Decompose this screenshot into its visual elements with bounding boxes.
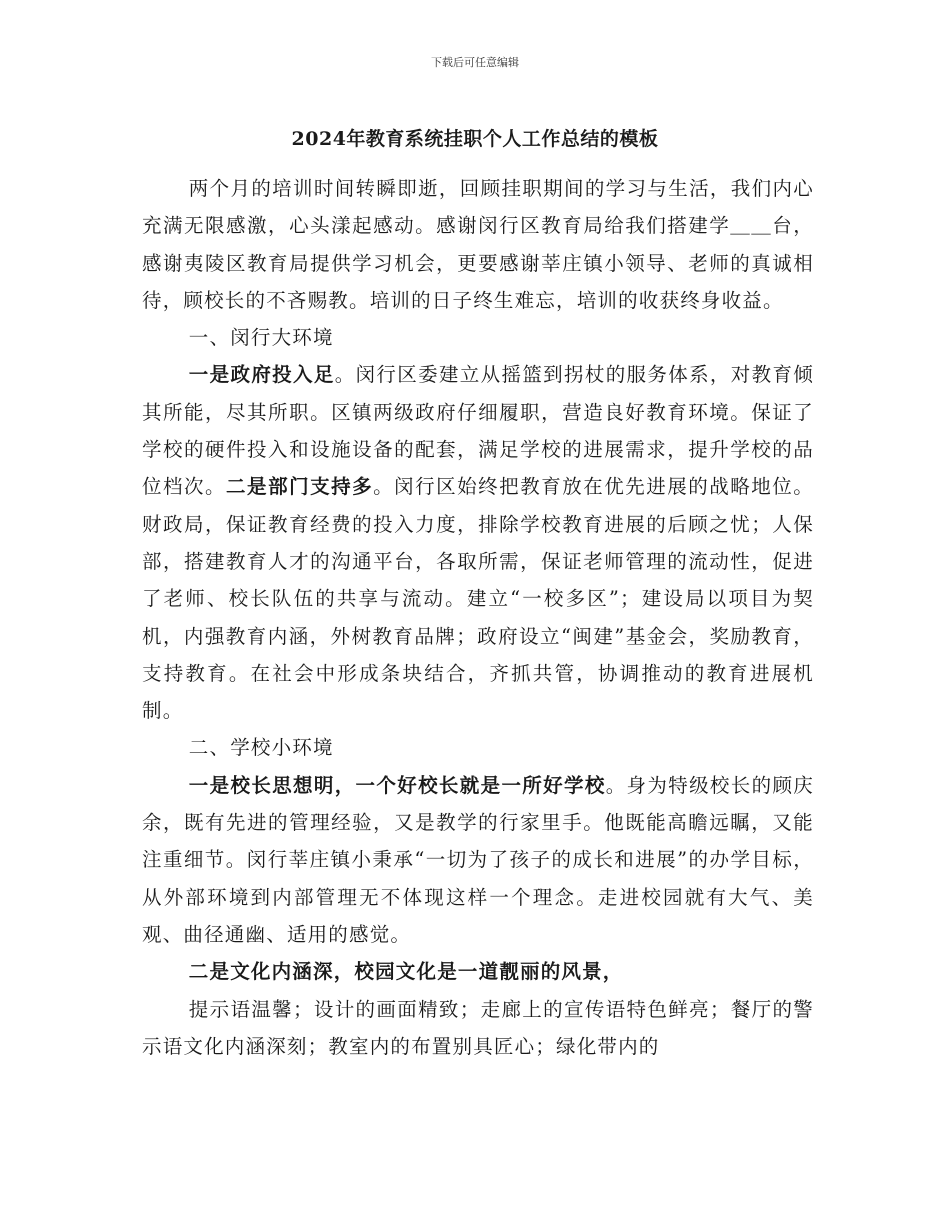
document-title: 2024年教育系统挂职个人工作总结的模板 — [291, 128, 659, 150]
section2-heading: 二、学校小环境 — [188, 736, 334, 760]
section1-text1: 。闵行区委建立从摇篮到拐杖的服务体系，对教育倾其所能，尽其所职。区镇两级政府仔细履职，营造良好教育环境。保证了学校的硬件投入和设施设备的配套，满足学校的进展需求，提升学校的品位档次。 — [142, 363, 814, 499]
section2-text1: 。身为特级校长的顾庆余，既有先进的管理经验，又是教学的行家里手。他既能高瞻远瞩，又能注重细节。闵行莘庄镇小秉承“一切为了孩子的成长和进展”的办学目标，从外部环境到内部管理无不体现这样一个理念。走进校园就有大气、美观、曲径通幽、适用的感觉。 — [142, 773, 814, 946]
section2-lead1: 一是校长思想明，一个好校长就是一所好学校 — [188, 773, 606, 797]
section1-paragraph — [142, 356, 814, 729]
section2-paragraph2: 提示语温馨；设计的画面精致；走廊上的宣传语特色鲜亮；餐厅的警示语文化内涵深刻；教室内的布置别具匠心；绿化带内的 — [142, 997, 814, 1058]
header-note: 下载后可任意编辑 — [431, 56, 519, 69]
intro-paragraph: 两个月的培训时间转瞬即逝，回顾挂职期间的学习与生活，我们内心充满无限感激，心头漾起感动。感谢闵行区教育局给我们搭建学＿＿台，感谢夷陵区教育局提供学习机会，更要感谢莘庄镇小领导、老师的真诚相待，顾校长的不吝赐教。培训的日子终生难忘，培训的收获终身收益。 — [142, 177, 814, 312]
section1-heading: 一、闵行大环境 — [188, 326, 334, 350]
section1-lead1: 一是政府投入足 — [188, 363, 335, 387]
section2-paragraph1 — [142, 767, 814, 953]
document-body — [142, 170, 814, 1065]
section1-text2: 。闵行区始终把教育放在优先进展的战略地位。财政局，保证教育经费的投入力度，排除学校教育进展的后顾之忧；人保部，搭建教育人才的沟通平台，各取所需，保证老师管理的流动性，促进了老师、校长队伍的共享与流动。建立“一校多区”；建设局以项目为契机，内强教育内涵，外树教育品牌；政府设立“闽建”基金会，奖励教育，支持教育。在社会中形成条块结合，齐抓共管，协调推动的教育进展机制。 — [142, 475, 815, 723]
section1-lead2: 二是部门支持多 — [226, 475, 374, 499]
section2-lead2: 二是文化内涵深，校园文化是一道靓丽的风景， — [188, 960, 624, 984]
